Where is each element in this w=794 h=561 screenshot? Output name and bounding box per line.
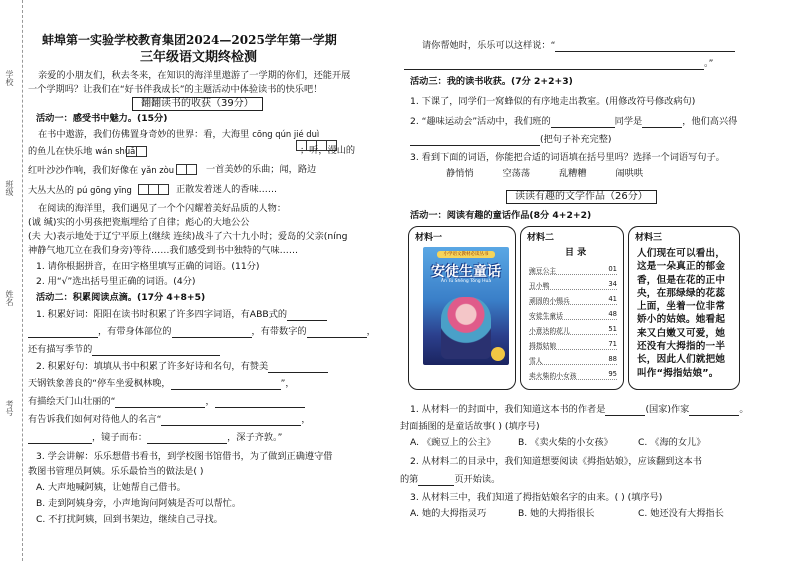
question: [36, 361, 328, 373]
pinyin-line: [28, 145, 135, 158]
question-text: ”，: [280, 378, 295, 389]
para-text: 大丛大丛的: [28, 185, 74, 196]
para-text: 的鱼儿在快乐地: [28, 146, 93, 157]
book-tag: 小学语文教材必读丛书: [437, 251, 495, 258]
option-b[interactable]: B. 走到阿姨身旁，小声地询问阿姨是否可以帮忙。: [36, 498, 242, 509]
question-text: ，深子齐敦。”: [227, 432, 283, 443]
word-choice: 空荡荡: [502, 168, 531, 179]
word-choice: 闹哄哄: [615, 168, 644, 179]
strip-label: 班级: [5, 180, 14, 196]
answer-blank[interactable]: [404, 59, 704, 70]
question: [28, 326, 376, 338]
answer-blank[interactable]: [551, 117, 615, 128]
answer-blank[interactable]: [161, 415, 301, 426]
question: [422, 40, 735, 52]
question-text: 。”: [704, 58, 714, 69]
question-text: 。: [739, 404, 749, 415]
question-text: ，有带身体部位的: [98, 326, 172, 337]
pinyin-hint: pú gōng yīng: [76, 185, 132, 195]
answer-blank[interactable]: [28, 433, 92, 444]
exam-subtitle: 三年级语文期终检测: [140, 50, 258, 65]
question: 3. 从材料三中，我们知道了拇指姑娘名字的由来。( ) (填序号): [410, 492, 663, 503]
answer-blank[interactable]: [555, 41, 735, 52]
para-text: (夫 大)表示地处于辽宁平原上(继续 连续)战斗了六十九小时；爱岛的父亲(níng: [28, 231, 348, 242]
para-text: 在阅读的海洋里，我们遇见了一个个闪耀着美好品质的人物：: [38, 203, 287, 214]
option-a[interactable]: A. 《豌豆上的公主》: [410, 437, 496, 448]
question: 教图书管理员阿姨。乐乐最恰当的做法是( ): [28, 466, 204, 477]
question-text: 还有描写季节的: [28, 344, 93, 355]
word-choice: 静悄悄: [446, 168, 474, 179]
question: [28, 432, 282, 444]
answer-blank[interactable]: [171, 379, 281, 390]
answer-blank[interactable]: [605, 405, 645, 416]
strip-label: 姓名: [5, 290, 14, 306]
question: [410, 134, 611, 146]
option-c[interactable]: C. 她还没有大拇指长: [638, 508, 724, 519]
answer-blank[interactable]: [147, 433, 227, 444]
mermaid-illustration: [441, 297, 491, 359]
para-text: 在书中遨游，我们仿佛置身奇妙的世界：看，大海里: [38, 129, 250, 140]
pinyin-hint: wán shuǎ: [95, 146, 136, 156]
section-title: 读读有趣的文学作品（26分）: [506, 190, 657, 204]
strip-label: 学校: [5, 70, 14, 86]
question: 1. 下课了，同学们一窝蜂似的有序地走出教室。(用修改符号修改病句): [410, 96, 696, 107]
question-text: 2. 积累好句：填填从书中积累了许多好诗和名句，有赞美: [36, 361, 269, 372]
question-text: ，: [366, 326, 376, 337]
question-text: ，: [301, 414, 311, 425]
intro-line: 一个学期吗？让我们在“好书伴我成长”的主题活动中体验读书的快乐吧！: [28, 84, 323, 95]
answer-blank[interactable]: [642, 117, 682, 128]
question-text: 天钢铁象善良的“停车坐爱枫林晚，: [28, 378, 171, 389]
question-text: 1. 从材料一的封面中，我们知道这本书的作者是: [410, 404, 606, 415]
book-cover: [423, 247, 509, 365]
para-text: ；听，漫山的: [300, 145, 356, 156]
para-text: 神静气地兀立在我们身旁)等待……我们感受到书中独特的气味……: [28, 245, 299, 256]
answer-blank[interactable]: [418, 475, 454, 486]
para-text: 一首美妙的乐曲；闻，路边: [206, 164, 317, 175]
question-text: 页开始读。: [454, 474, 501, 485]
tianzige-group[interactable]: [138, 184, 169, 196]
word-choice: 乱糟糟: [558, 168, 587, 179]
answer-blank[interactable]: [115, 397, 205, 408]
material-panel-2: [520, 226, 624, 390]
option-b[interactable]: B. 她的大拇指很长: [518, 508, 595, 519]
strip-label: 考号: [5, 400, 14, 416]
question: 3. 学会讲解：乐乐想借书看书，到学校图书馆借书，为了做到正确遵守借: [36, 451, 333, 462]
option-c[interactable]: C. 《海的女儿》: [638, 437, 706, 448]
toc-row: 拇指姑娘 71: [529, 340, 617, 350]
question: [410, 404, 749, 416]
question-text: (把句子补充完整): [540, 134, 612, 145]
toc-row: 丑小鸭 34: [529, 280, 617, 290]
book-pinyin: Ān Tú Shēng Tóng Huà: [440, 279, 492, 284]
question: [28, 378, 295, 390]
material-text: 人们现在可以看出，这是一朵真正的郁金香，但是在花的正中央，在那绿绿的花蕊上面，坐着一位非常娇小的姑娘。她看起来又白嫩又可爱，她还没有大拇指的一半长，因此人们就把她叫作“拇指姑娘”。: [637, 248, 726, 379]
activity-heading: 活动一：阅读有趣的童话作品(8分 4+2+2): [410, 210, 592, 221]
pinyin-line: [28, 164, 174, 177]
option-a[interactable]: A. 大声地喊阿姨，让她帮自己借书。: [36, 482, 186, 493]
tianzige-group[interactable]: [176, 164, 197, 176]
answer-blank[interactable]: [172, 327, 252, 338]
toc-row: 安徒生童话 48: [529, 310, 617, 320]
activity-heading: 活动二：积累阅读点滴。(17分 4+8+5): [36, 292, 206, 303]
pinyin-line: [28, 184, 132, 197]
answer-blank[interactable]: [215, 397, 305, 408]
question: [28, 396, 305, 408]
question: 1. 请你根据拼音，在田字格里填写正确的词语。(11分): [36, 261, 260, 272]
question-text: 的第: [400, 474, 419, 485]
question: 2. 用“√”选出括号里正确的词语。(4分): [36, 276, 196, 287]
question: [400, 474, 500, 486]
tianzige-group[interactable]: [126, 146, 147, 158]
answer-blank[interactable]: [268, 362, 328, 373]
para-text: (诚 缄)实的小男孩把瓷瓶埋给了自律；彪心的大地公公: [28, 217, 250, 228]
panel-label: 材料二: [527, 233, 555, 243]
option-b[interactable]: B. 《卖火柴的小女孩》: [518, 437, 613, 448]
question-text: (国家)作家: [645, 404, 690, 415]
toc-row: 卖火柴的小女孩 95: [529, 370, 617, 380]
answer-blank[interactable]: [28, 327, 98, 338]
question: [28, 414, 311, 426]
material-panel-1: [408, 226, 516, 390]
section-title: 翻翻读书的收获（39分）: [132, 97, 263, 111]
question-text: ，有带数字的: [251, 326, 307, 337]
option-a[interactable]: A. 她的大拇指灵巧: [410, 508, 487, 519]
question: [36, 309, 327, 321]
question-text: ，镜子而布：: [92, 432, 148, 443]
answer-blank[interactable]: [410, 135, 540, 146]
question: 2. 从材料二的目录中，我们知道想要阅读《拇指姑娘》，应该翻到这本书: [410, 456, 702, 467]
option-c[interactable]: C. 不打扰阿姨，回到书架边，继续自己寻找。: [36, 514, 223, 525]
question-text: 2. “趣味运动会”活动中，我们班的: [410, 116, 551, 127]
panel-label: 材料一: [415, 233, 443, 243]
answer-blank[interactable]: [92, 345, 220, 356]
material-panel-3: [628, 226, 740, 390]
answer-blank[interactable]: [287, 310, 327, 321]
answer-blank[interactable]: [307, 327, 367, 338]
question-text: 请你帮她时，乐乐可以这样说：“: [422, 40, 556, 51]
answer-blank[interactable]: [689, 405, 739, 416]
pinyin-line: [38, 128, 319, 141]
question: [404, 58, 713, 70]
para-text: 正散发着迷人的香味……: [176, 184, 278, 195]
toc-title: 目 录: [565, 248, 587, 258]
activity-heading: 活动一：感受书中魅力。(15分): [36, 113, 168, 124]
exam-title: 蚌埠第一实验学校教育集团2024—2025学年第一学期: [42, 33, 337, 47]
question: 封面插图的是童话故事( ) (填序号): [400, 421, 540, 432]
book-title: 安徒生童话: [431, 264, 501, 280]
toc-row: 小意达的花儿 51: [529, 325, 617, 335]
question: 3. 看到下面的词语，你能把合适的词语填在括号里吗？选择一个词语写句子。: [410, 152, 725, 163]
word-choices: [446, 168, 643, 180]
toc-row: 雪人 88: [529, 355, 617, 365]
question-text: 1. 积累好词：阳阳在读书时积累了许多四字词语，有ABB式的: [36, 309, 288, 320]
question-text: 有告诉我们如何对待他人的名言“: [28, 414, 162, 425]
seal-badge-icon: [491, 347, 505, 361]
question-text: 有描绘天门山壮丽的“: [28, 396, 116, 407]
question: [28, 344, 220, 356]
para-text: 红叶沙沙作响，我们好像在: [28, 165, 139, 176]
panel-label: 材料三: [635, 233, 663, 243]
toc-row: 豌豆公主 01: [529, 265, 617, 275]
pinyin-hint: cōng qún jié duì: [252, 129, 320, 139]
toc-row: 顽固的小锡兵 41: [529, 295, 617, 305]
question: [410, 116, 737, 128]
intro-line: 亲爱的小朋友们，秋去冬来，在知识的海洋里遨游了一学期的你们，还能开展: [38, 70, 351, 81]
pinyin-hint: yǎn zòu: [141, 165, 175, 175]
activity-heading: 活动三：我的读书收获。(7分 2+2+3): [410, 76, 573, 87]
question-text: ，他们高兴得: [682, 116, 738, 127]
binding-strip: [0, 0, 23, 561]
question-text: ，: [205, 396, 215, 407]
question-text: 同学是: [614, 116, 643, 127]
